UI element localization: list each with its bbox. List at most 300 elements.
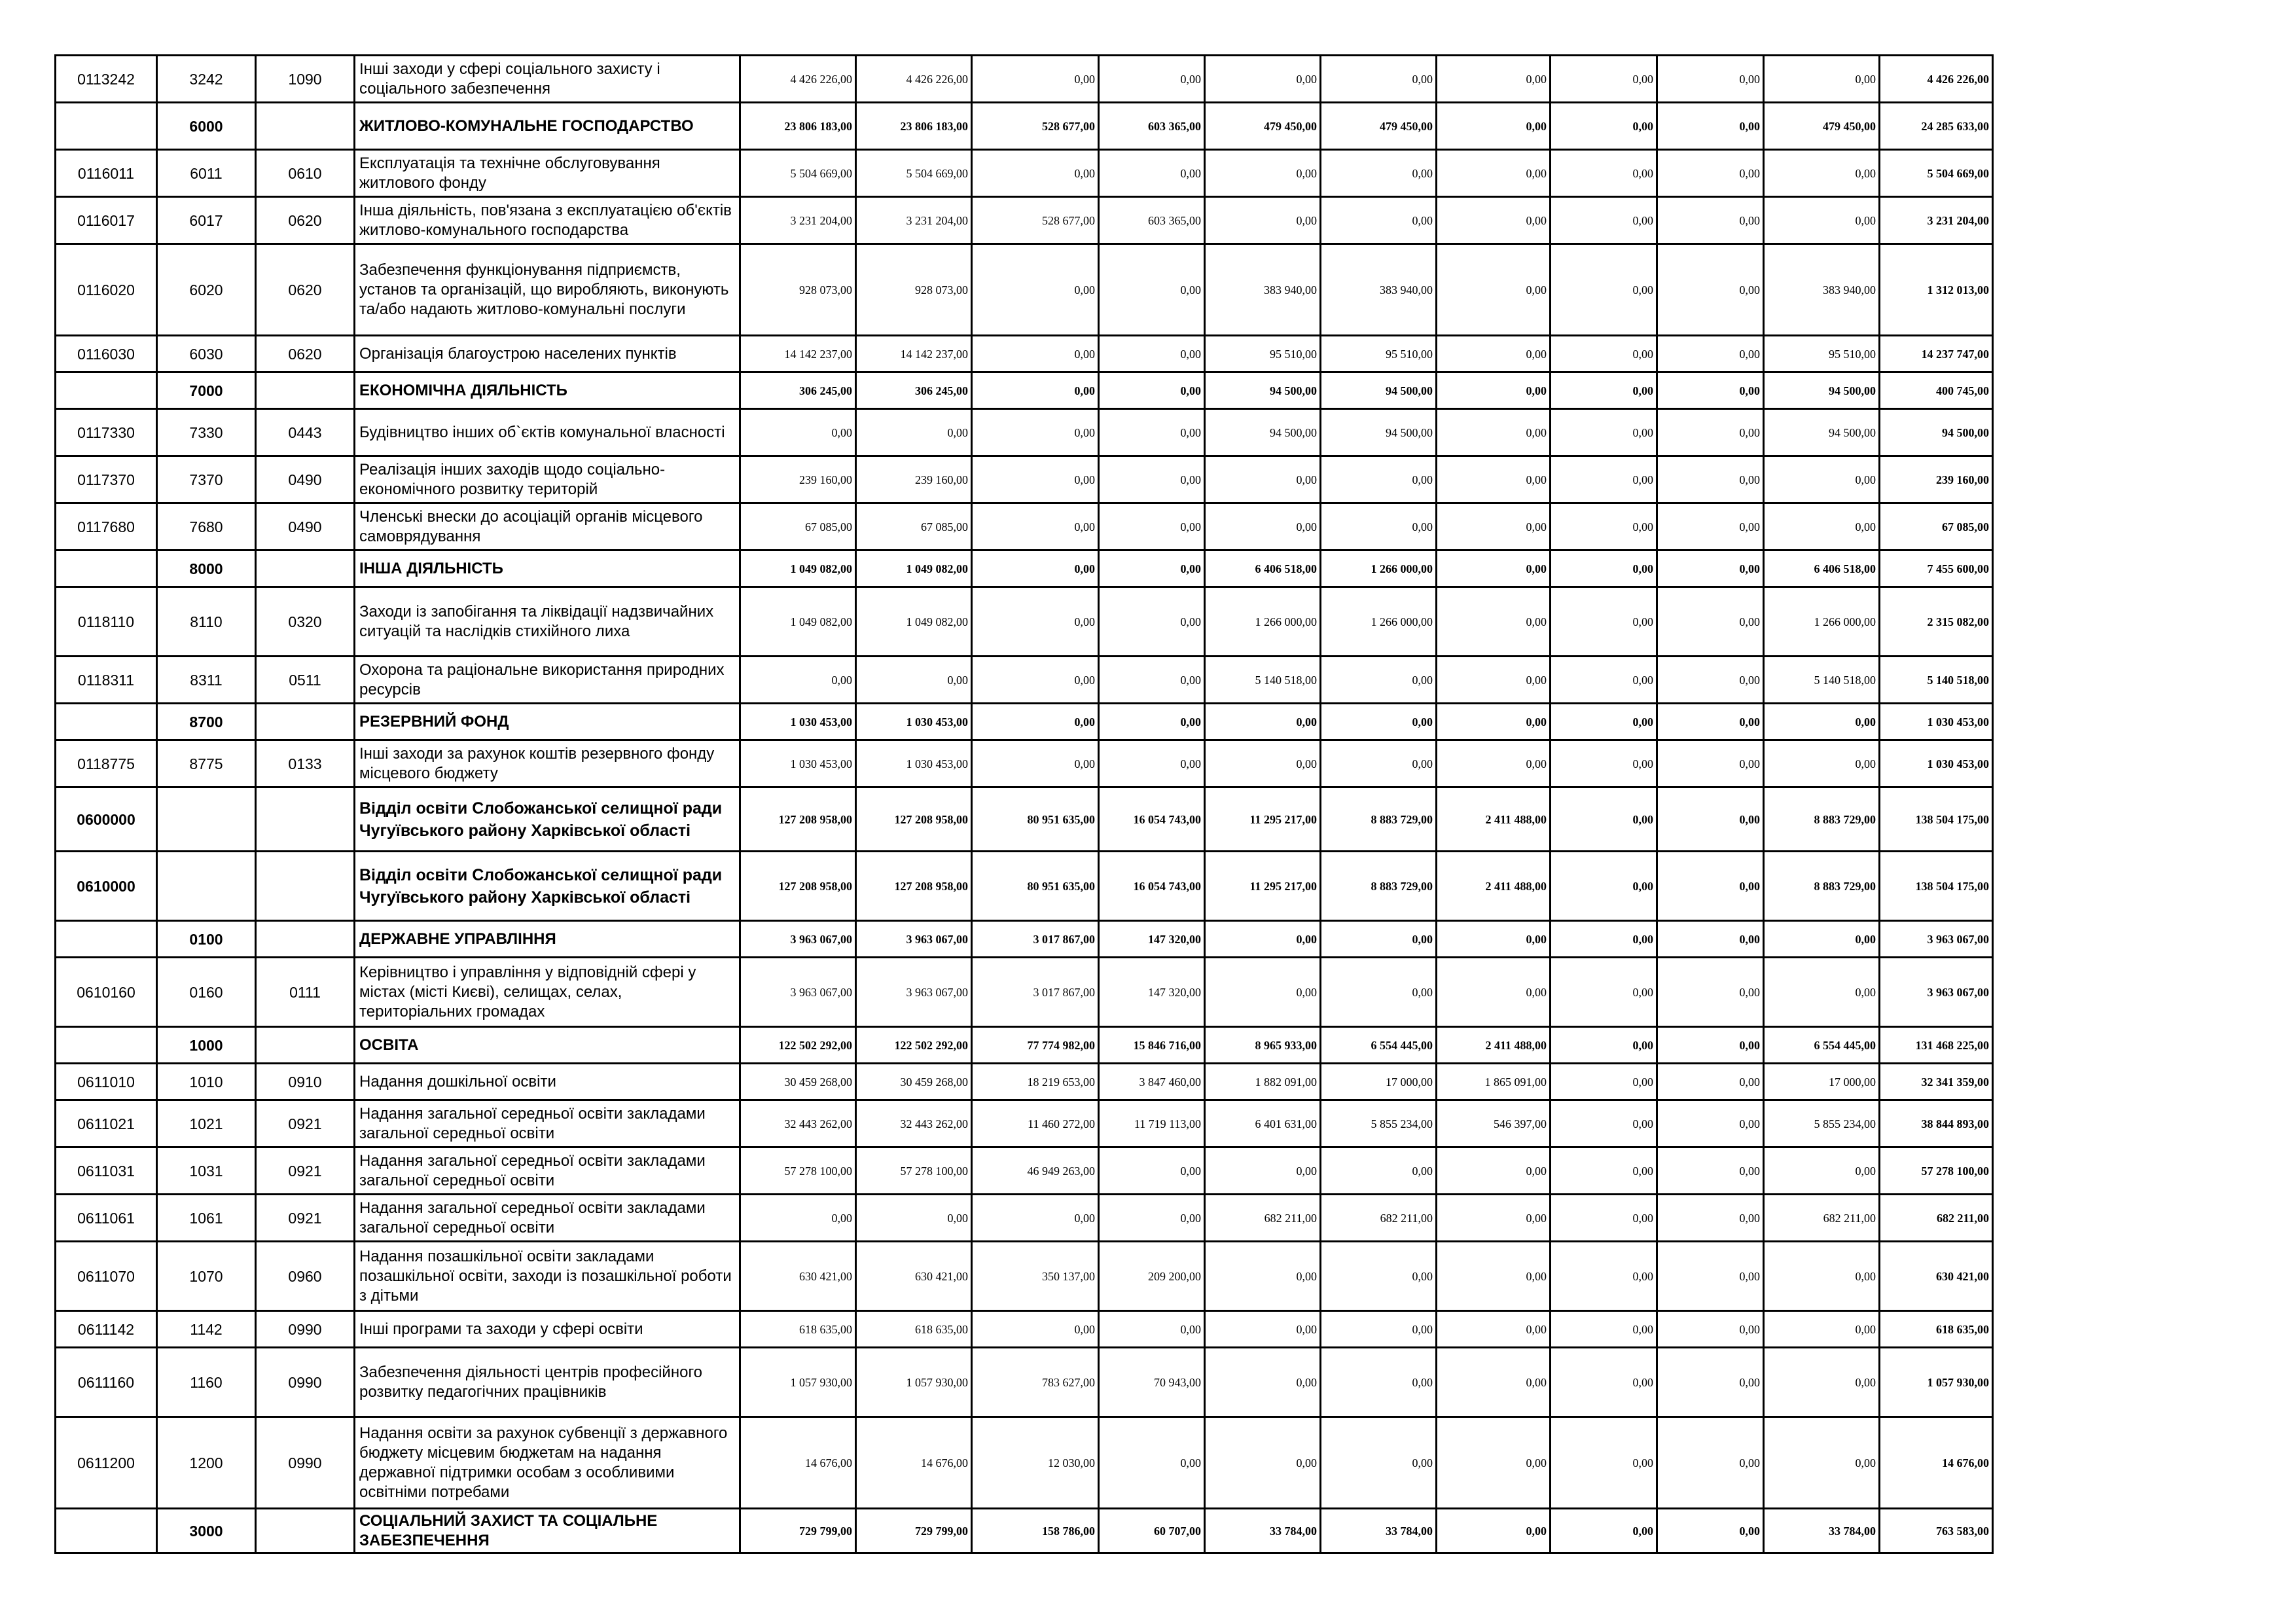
amount-cell: 4 426 226,00 [740, 56, 856, 103]
table-row [56, 372, 1993, 409]
amount-cell: 0,00 [1657, 1027, 1764, 1064]
amount-cell: 2 411 488,00 [1437, 787, 1551, 852]
amount-cell: 6 406 518,00 [1205, 550, 1321, 587]
amount-cell: 0,00 [1321, 56, 1437, 103]
amount-cell: 0,00 [1764, 921, 1880, 958]
amount-cell: 546 397,00 [1437, 1100, 1551, 1147]
amount-cell: 5 504 669,00 [856, 150, 972, 197]
amount-cell: 46 949 263,00 [972, 1147, 1099, 1195]
amount-cell: 3 963 067,00 [856, 921, 972, 958]
subprogram-code-cell: 8000 [157, 550, 256, 587]
function-code-cell: 0921 [256, 1195, 355, 1242]
total-value-cell: 3 963 067,00 [1880, 921, 1993, 958]
subprogram-code-cell: 8110 [157, 587, 256, 657]
amount-cell: 0,00 [1205, 197, 1321, 244]
amount-cell: 0,00 [1551, 1242, 1657, 1311]
item-name-cell: Заходи із запобігання та ліквідації надзвичайних ситуацій та наслідків стихійного лиха [355, 587, 740, 657]
amount-cell: 95 510,00 [1321, 336, 1437, 372]
amount-cell: 18 219 653,00 [972, 1064, 1099, 1100]
program-code-cell [56, 550, 157, 587]
subprogram-code-cell: 6017 [157, 197, 256, 244]
program-code-cell: 0117330 [56, 409, 157, 456]
amount-cell: 0,00 [1657, 409, 1764, 456]
function-code-cell: 0990 [256, 1417, 355, 1509]
program-code-cell [56, 921, 157, 958]
program-code-cell: 0610000 [56, 852, 157, 921]
amount-cell: 122 502 292,00 [856, 1027, 972, 1064]
amount-cell: 17 000,00 [1764, 1064, 1880, 1100]
amount-cell: 0,00 [1099, 1311, 1205, 1348]
amount-cell: 0,00 [1437, 587, 1551, 657]
item-name-cell: ІНША ДІЯЛЬНІСТЬ [355, 550, 740, 587]
amount-cell: 729 799,00 [856, 1509, 972, 1553]
amount-cell: 95 510,00 [1205, 336, 1321, 372]
subprogram-code-cell: 1031 [157, 1147, 256, 1195]
amount-cell: 0,00 [1551, 1195, 1657, 1242]
amount-cell: 0,00 [1437, 1348, 1551, 1417]
amount-cell: 0,00 [1551, 921, 1657, 958]
total-value-cell: 630 421,00 [1880, 1242, 1993, 1311]
table-row [56, 1100, 1993, 1147]
subprogram-code-cell: 7000 [157, 372, 256, 409]
amount-cell: 0,00 [1321, 740, 1437, 787]
amount-cell: 0,00 [1657, 1147, 1764, 1195]
amount-cell: 0,00 [1437, 244, 1551, 336]
amount-cell: 0,00 [972, 657, 1099, 704]
total-value-cell: 38 844 893,00 [1880, 1100, 1993, 1147]
table-row [56, 958, 1993, 1027]
amount-cell: 0,00 [1099, 587, 1205, 657]
amount-cell: 0,00 [972, 503, 1099, 550]
item-name-cell: СОЦІАЛЬНИЙ ЗАХИСТ ТА СОЦІАЛЬНЕ ЗАБЕЗПЕЧЕННЯ [355, 1509, 740, 1553]
program-code-cell: 0118110 [56, 587, 157, 657]
amount-cell: 77 774 982,00 [972, 1027, 1099, 1064]
item-name-cell: ОСВІТА [355, 1027, 740, 1064]
function-code-cell: 0910 [256, 1064, 355, 1100]
amount-cell: 0,00 [1657, 587, 1764, 657]
function-code-cell: 0620 [256, 336, 355, 372]
amount-cell: 0,00 [1657, 150, 1764, 197]
amount-cell: 682 211,00 [1764, 1195, 1880, 1242]
amount-cell: 0,00 [1321, 197, 1437, 244]
amount-cell: 0,00 [856, 1195, 972, 1242]
program-code-cell: 0116017 [56, 197, 157, 244]
total-value-cell: 24 285 633,00 [1880, 103, 1993, 150]
amount-cell: 0,00 [1551, 336, 1657, 372]
item-name-cell: Будівництво інших об`єктів комунальної власності [355, 409, 740, 456]
table-row [56, 1195, 1993, 1242]
amount-cell: 682 211,00 [1321, 1195, 1437, 1242]
amount-cell: 0,00 [1764, 150, 1880, 197]
amount-cell: 0,00 [1321, 657, 1437, 704]
amount-cell: 80 951 635,00 [972, 787, 1099, 852]
amount-cell: 1 057 930,00 [740, 1348, 856, 1417]
item-name-cell: Інші заходи за рахунок коштів резервного фонду місцевого бюджету [355, 740, 740, 787]
amount-cell: 11 295 217,00 [1205, 787, 1321, 852]
amount-cell: 350 137,00 [972, 1242, 1099, 1311]
amount-cell: 603 365,00 [1099, 197, 1205, 244]
amount-cell: 479 450,00 [1205, 103, 1321, 150]
subprogram-code-cell: 0160 [157, 958, 256, 1027]
amount-cell: 0,00 [1437, 1509, 1551, 1553]
total-value-cell: 4 426 226,00 [1880, 56, 1993, 103]
amount-cell: 6 406 518,00 [1764, 550, 1880, 587]
amount-cell: 0,00 [1099, 150, 1205, 197]
function-code-cell: 0111 [256, 958, 355, 1027]
amount-cell: 630 421,00 [740, 1242, 856, 1311]
program-code-cell: 0116011 [56, 150, 157, 197]
amount-cell: 147 320,00 [1099, 921, 1205, 958]
amount-cell: 928 073,00 [740, 244, 856, 336]
item-name-cell: ЕКОНОМІЧНА ДІЯЛЬНІСТЬ [355, 372, 740, 409]
table-row [56, 740, 1993, 787]
function-code-cell: 0511 [256, 657, 355, 704]
amount-cell: 0,00 [1551, 56, 1657, 103]
amount-cell: 1 882 091,00 [1205, 1064, 1321, 1100]
amount-cell: 0,00 [1551, 958, 1657, 1027]
amount-cell: 3 963 067,00 [856, 958, 972, 1027]
amount-cell: 0,00 [1099, 372, 1205, 409]
subprogram-code-cell: 1142 [157, 1311, 256, 1348]
amount-cell: 0,00 [1321, 503, 1437, 550]
amount-cell: 0,00 [1099, 1417, 1205, 1509]
amount-cell: 33 784,00 [1321, 1509, 1437, 1553]
amount-cell: 528 677,00 [972, 197, 1099, 244]
amount-cell: 479 450,00 [1321, 103, 1437, 150]
amount-cell: 32 443 262,00 [740, 1100, 856, 1147]
total-value-cell: 138 504 175,00 [1880, 787, 1993, 852]
amount-cell: 528 677,00 [972, 103, 1099, 150]
amount-cell: 0,00 [1437, 150, 1551, 197]
amount-cell: 0,00 [1205, 740, 1321, 787]
function-code-cell [256, 1027, 355, 1064]
amount-cell: 8 883 729,00 [1764, 852, 1880, 921]
subprogram-code-cell: 3242 [157, 56, 256, 103]
amount-cell: 0,00 [1321, 1311, 1437, 1348]
amount-cell: 0,00 [1321, 150, 1437, 197]
amount-cell: 0,00 [1321, 1147, 1437, 1195]
amount-cell: 5 140 518,00 [1764, 657, 1880, 704]
amount-cell: 383 940,00 [1205, 244, 1321, 336]
table-row [56, 244, 1993, 336]
subprogram-code-cell: 6000 [157, 103, 256, 150]
amount-cell: 0,00 [1551, 409, 1657, 456]
amount-cell: 67 085,00 [740, 503, 856, 550]
amount-cell: 239 160,00 [856, 456, 972, 503]
amount-cell: 0,00 [1657, 1064, 1764, 1100]
amount-cell: 0,00 [1437, 1242, 1551, 1311]
amount-cell: 0,00 [1657, 704, 1764, 740]
table-row [56, 503, 1993, 550]
amount-cell: 5 140 518,00 [1205, 657, 1321, 704]
amount-cell: 30 459 268,00 [740, 1064, 856, 1100]
table-row [56, 1509, 1993, 1553]
amount-cell: 4 426 226,00 [856, 56, 972, 103]
total-value-cell: 763 583,00 [1880, 1509, 1993, 1553]
function-code-cell: 0620 [256, 244, 355, 336]
amount-cell: 0,00 [856, 657, 972, 704]
amount-cell: 1 049 082,00 [740, 550, 856, 587]
amount-cell: 0,00 [1764, 456, 1880, 503]
amount-cell: 94 500,00 [1205, 372, 1321, 409]
amount-cell: 127 208 958,00 [856, 852, 972, 921]
item-name-cell: Надання позашкільної освіти закладами позашкільної освіти, заходи із позашкільної роботи з дітьми [355, 1242, 740, 1311]
amount-cell: 209 200,00 [1099, 1242, 1205, 1311]
amount-cell: 30 459 268,00 [856, 1064, 972, 1100]
table-row [56, 1348, 1993, 1417]
amount-cell: 57 278 100,00 [856, 1147, 972, 1195]
amount-cell: 0,00 [1551, 244, 1657, 336]
table-row [56, 550, 1993, 587]
amount-cell: 682 211,00 [1205, 1195, 1321, 1242]
amount-cell: 8 965 933,00 [1205, 1027, 1321, 1064]
amount-cell: 0,00 [1437, 958, 1551, 1027]
subprogram-code-cell: 6011 [157, 150, 256, 197]
item-name-cell: Керівництво і управління у відповідній сфері у містах (місті Києві), селищах, селах, територіальних громадах [355, 958, 740, 1027]
amount-cell: 0,00 [1437, 409, 1551, 456]
amount-cell: 127 208 958,00 [740, 787, 856, 852]
total-value-cell: 3 231 204,00 [1880, 197, 1993, 244]
amount-cell: 0,00 [1437, 336, 1551, 372]
function-code-cell [256, 787, 355, 852]
amount-cell: 80 951 635,00 [972, 852, 1099, 921]
total-value-cell: 1 057 930,00 [1880, 1348, 1993, 1417]
amount-cell: 0,00 [972, 587, 1099, 657]
amount-cell: 0,00 [1657, 1509, 1764, 1553]
amount-cell: 383 940,00 [1321, 244, 1437, 336]
amount-cell: 0,00 [972, 550, 1099, 587]
amount-cell: 306 245,00 [856, 372, 972, 409]
program-code-cell [56, 1027, 157, 1064]
amount-cell: 0,00 [1437, 503, 1551, 550]
total-value-cell: 3 963 067,00 [1880, 958, 1993, 1027]
amount-cell: 11 719 113,00 [1099, 1100, 1205, 1147]
table-row [56, 587, 1993, 657]
program-code-cell: 0117680 [56, 503, 157, 550]
subprogram-code-cell: 1061 [157, 1195, 256, 1242]
total-value-cell: 5 504 669,00 [1880, 150, 1993, 197]
amount-cell: 94 500,00 [1321, 409, 1437, 456]
function-code-cell: 0443 [256, 409, 355, 456]
amount-cell: 0,00 [1764, 56, 1880, 103]
amount-cell: 3 963 067,00 [740, 921, 856, 958]
amount-cell: 0,00 [1437, 56, 1551, 103]
amount-cell: 16 054 743,00 [1099, 787, 1205, 852]
amount-cell: 0,00 [1205, 921, 1321, 958]
program-code-cell: 0600000 [56, 787, 157, 852]
amount-cell: 0,00 [1437, 1417, 1551, 1509]
amount-cell: 0,00 [1657, 503, 1764, 550]
item-name-cell: Організація благоустрою населених пунктів [355, 336, 740, 372]
amount-cell: 0,00 [1321, 704, 1437, 740]
amount-cell: 0,00 [1099, 1195, 1205, 1242]
table-row [56, 1417, 1993, 1509]
total-value-cell: 7 455 600,00 [1880, 550, 1993, 587]
program-code-cell: 0610160 [56, 958, 157, 1027]
amount-cell: 0,00 [1657, 1100, 1764, 1147]
amount-cell: 23 806 183,00 [856, 103, 972, 150]
amount-cell: 0,00 [1657, 103, 1764, 150]
amount-cell: 33 784,00 [1764, 1509, 1880, 1553]
amount-cell: 0,00 [1551, 503, 1657, 550]
amount-cell: 0,00 [1551, 704, 1657, 740]
amount-cell: 14 142 237,00 [740, 336, 856, 372]
amount-cell: 0,00 [1551, 456, 1657, 503]
program-code-cell: 0611010 [56, 1064, 157, 1100]
amount-cell: 618 635,00 [740, 1311, 856, 1348]
amount-cell: 0,00 [1437, 550, 1551, 587]
subprogram-code-cell: 8775 [157, 740, 256, 787]
function-code-cell: 0990 [256, 1348, 355, 1417]
total-value-cell: 32 341 359,00 [1880, 1064, 1993, 1100]
amount-cell: 0,00 [1764, 503, 1880, 550]
amount-cell: 8 883 729,00 [1321, 787, 1437, 852]
amount-cell: 239 160,00 [740, 456, 856, 503]
amount-cell: 0,00 [1205, 1311, 1321, 1348]
table-row [56, 787, 1993, 852]
amount-cell: 783 627,00 [972, 1348, 1099, 1417]
total-value-cell: 1 030 453,00 [1880, 740, 1993, 787]
amount-cell: 94 500,00 [1205, 409, 1321, 456]
table-row [56, 921, 1993, 958]
item-name-cell: Надання освіти за рахунок субвенції з державного бюджету місцевим бюджетам на надання державної підтримки особам з особливими освітніми потребами [355, 1417, 740, 1509]
function-code-cell: 0133 [256, 740, 355, 787]
subprogram-code-cell [157, 787, 256, 852]
amount-cell: 0,00 [1764, 704, 1880, 740]
amount-cell: 127 208 958,00 [856, 787, 972, 852]
item-name-cell: Надання дошкільної освіти [355, 1064, 740, 1100]
function-code-cell [256, 372, 355, 409]
amount-cell: 0,00 [1657, 740, 1764, 787]
amount-cell: 1 030 453,00 [740, 704, 856, 740]
program-code-cell: 0611200 [56, 1417, 157, 1509]
amount-cell: 0,00 [1551, 1027, 1657, 1064]
subprogram-code-cell: 1200 [157, 1417, 256, 1509]
amount-cell: 0,00 [1764, 1147, 1880, 1195]
function-code-cell: 0921 [256, 1100, 355, 1147]
amount-cell: 0,00 [972, 336, 1099, 372]
amount-cell: 3 017 867,00 [972, 958, 1099, 1027]
amount-cell: 0,00 [1657, 1348, 1764, 1417]
amount-cell: 0,00 [1099, 244, 1205, 336]
table-row [56, 103, 1993, 150]
amount-cell: 6 401 631,00 [1205, 1100, 1321, 1147]
amount-cell: 3 963 067,00 [740, 958, 856, 1027]
amount-cell: 0,00 [1764, 958, 1880, 1027]
amount-cell: 0,00 [1551, 587, 1657, 657]
program-code-cell: 0118775 [56, 740, 157, 787]
amount-cell: 1 030 453,00 [856, 740, 972, 787]
amount-cell: 95 510,00 [1764, 336, 1880, 372]
amount-cell: 23 806 183,00 [740, 103, 856, 150]
amount-cell: 14 142 237,00 [856, 336, 972, 372]
amount-cell: 0,00 [1099, 1147, 1205, 1195]
total-value-cell: 5 140 518,00 [1880, 657, 1993, 704]
amount-cell: 6 554 445,00 [1764, 1027, 1880, 1064]
subprogram-code-cell: 1000 [157, 1027, 256, 1064]
program-code-cell: 0118311 [56, 657, 157, 704]
amount-cell: 1 266 000,00 [1321, 587, 1437, 657]
amount-cell: 0,00 [1657, 372, 1764, 409]
amount-cell: 0,00 [1657, 1311, 1764, 1348]
amount-cell: 14 676,00 [740, 1417, 856, 1509]
item-name-cell: ЖИТЛОВО-КОМУНАЛЬНЕ ГОСПОДАРСТВО [355, 103, 740, 150]
function-code-cell: 0490 [256, 503, 355, 550]
amount-cell: 127 208 958,00 [740, 852, 856, 921]
program-code-cell [56, 372, 157, 409]
amount-cell: 5 855 234,00 [1321, 1100, 1437, 1147]
amount-cell: 0,00 [1321, 958, 1437, 1027]
table-row [56, 1242, 1993, 1311]
function-code-cell: 0990 [256, 1311, 355, 1348]
total-value-cell: 400 745,00 [1880, 372, 1993, 409]
amount-cell: 1 266 000,00 [1764, 587, 1880, 657]
amount-cell: 0,00 [1551, 1311, 1657, 1348]
function-code-cell: 1090 [256, 56, 355, 103]
program-code-cell [56, 103, 157, 150]
amount-cell: 0,00 [1551, 1417, 1657, 1509]
amount-cell: 0,00 [1321, 1417, 1437, 1509]
table-row [56, 197, 1993, 244]
amount-cell: 0,00 [972, 372, 1099, 409]
amount-cell: 0,00 [1764, 1348, 1880, 1417]
amount-cell: 0,00 [740, 409, 856, 456]
amount-cell: 1 049 082,00 [856, 550, 972, 587]
subprogram-code-cell: 0100 [157, 921, 256, 958]
function-code-cell [256, 921, 355, 958]
amount-cell: 0,00 [1437, 1311, 1551, 1348]
amount-cell: 0,00 [1437, 657, 1551, 704]
amount-cell: 0,00 [1321, 1242, 1437, 1311]
table-row [56, 150, 1993, 197]
item-name-cell: Відділ освіти Слобожанської селищної ради Чугуївського району Харківської області [355, 852, 740, 921]
total-value-cell: 14 237 747,00 [1880, 336, 1993, 372]
amount-cell: 0,00 [1437, 1195, 1551, 1242]
amount-cell: 0,00 [1437, 372, 1551, 409]
amount-cell: 0,00 [972, 150, 1099, 197]
total-value-cell: 1 312 013,00 [1880, 244, 1993, 336]
amount-cell: 0,00 [740, 657, 856, 704]
amount-cell: 0,00 [972, 456, 1099, 503]
amount-cell: 0,00 [1205, 704, 1321, 740]
item-name-cell: Інші заходи у сфері соціального захисту і соціального забезпечення [355, 56, 740, 103]
subprogram-code-cell: 8700 [157, 704, 256, 740]
item-name-cell: Відділ освіти Слобожанської селищної ради Чугуївського району Харківської області [355, 787, 740, 852]
item-name-cell: Надання загальної середньої освіти закладами загальної середньої освіти [355, 1147, 740, 1195]
amount-cell: 0,00 [1321, 456, 1437, 503]
amount-cell: 0,00 [1551, 1064, 1657, 1100]
amount-cell: 15 846 716,00 [1099, 1027, 1205, 1064]
amount-cell: 0,00 [1764, 740, 1880, 787]
amount-cell: 5 504 669,00 [740, 150, 856, 197]
function-code-cell: 0610 [256, 150, 355, 197]
amount-cell: 94 500,00 [1321, 372, 1437, 409]
total-value-cell: 67 085,00 [1880, 503, 1993, 550]
amount-cell: 94 500,00 [1764, 409, 1880, 456]
program-code-cell [56, 1509, 157, 1553]
amount-cell: 603 365,00 [1099, 103, 1205, 150]
program-code-cell: 0116030 [56, 336, 157, 372]
subprogram-code-cell: 7680 [157, 503, 256, 550]
item-name-cell: Реалізація інших заходів щодо соціально-економічного розвитку територій [355, 456, 740, 503]
amount-cell: 0,00 [1437, 197, 1551, 244]
table-row [56, 1027, 1993, 1064]
total-value-cell: 94 500,00 [1880, 409, 1993, 456]
amount-cell: 0,00 [1321, 921, 1437, 958]
amount-cell: 2 411 488,00 [1437, 1027, 1551, 1064]
item-name-cell: Надання загальної середньої освіти закладами загальної середньої освіти [355, 1195, 740, 1242]
amount-cell: 0,00 [1657, 921, 1764, 958]
